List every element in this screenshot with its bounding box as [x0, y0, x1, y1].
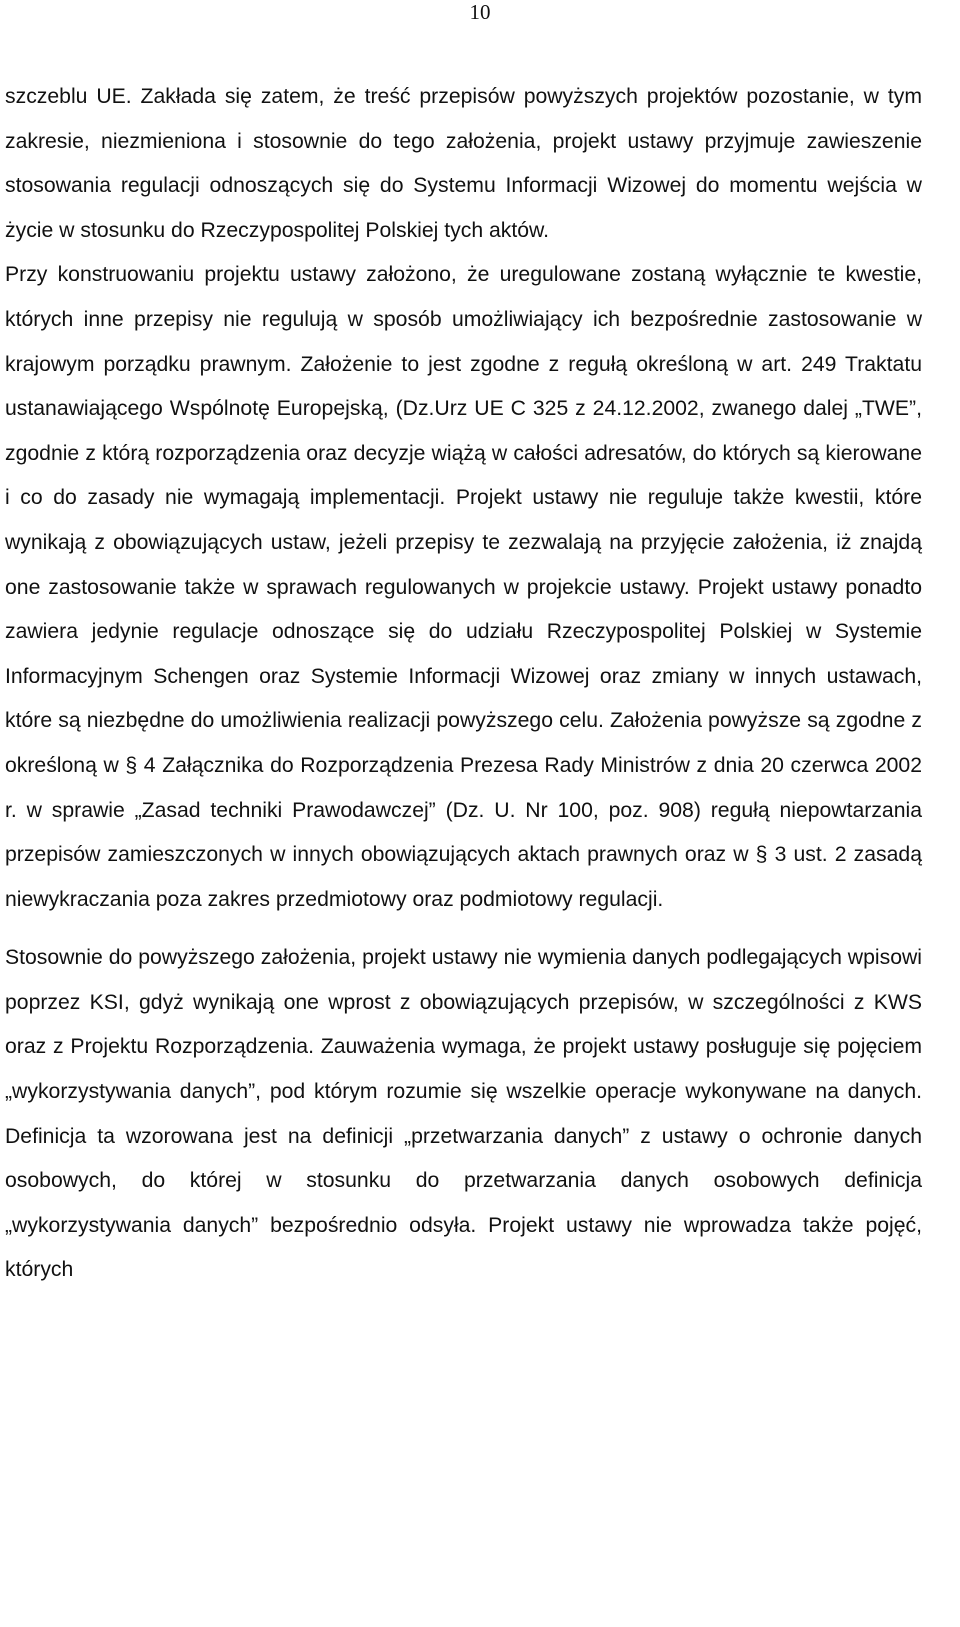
paragraph-2: Przy konstruowaniu projektu ustawy założono, że uregulowane zostaną wyłącznie te kwestie, których inne przepisy nie regulują w sposób umożliwiający ich bezpośrednie zastosowanie w krajowym porządku prawnym. Założenie to jest zgodne z regułą określoną w art. 249 Traktatu ustanawiającego Wspólnotę Europejską, (Dz.Urz UE C 325 z 24.12.2002, zwanego dalej „TWE”, zgodnie z którą rozporządzenia oraz decyzje wiążą w całości adresatów, do których są kierowane i co do zasady nie wymagają implementacji. Projekt ustawy nie reguluje także kwestii, które wynikają z obowiązujących ustaw, jeżeli przepisy te zezwalają na przyjęcie założenia, iż znajdą one zastosowanie także w sprawach regulowanych w projekcie ustawy. Projekt ustawy ponadto zawiera jedynie regulacje odnoszące się do udziału Rzeczypospolitej Polskiej w Systemie Informacyjnym Schengen oraz Systemie Informacji Wizowej oraz zmiany w innych ustawach, które są niezbędne do umożliwienia realizacji powyższego celu. Założenia powyższe są zgodne z określoną w § 4 Załącznika do Rozporządzenia Prezesa Rady Ministrów z dnia 20 czerwca 2002 r. w sprawie „Zasad techniki Prawodawczej” (Dz. U. Nr 100, poz. 908) regułą niepowtarzania przepisów zamieszczonych w innych obowiązujących aktach prawnych oraz w § 3 ust. 2 zasadą niewykraczania poza zakres przedmiotowy oraz podmiotowy regulacji. — [5, 263, 922, 911]
paragraph-3: Stosownie do powyższego założenia, projekt ustawy nie wymienia danych podlegających wpisowi poprzez KSI, gdyż wynikają one wprost z obowiązujących przepisów, w szczególności z KWS oraz z Projektu Rozporządzenia. Zauważenia wymaga, że projekt ustawy posługuje się pojęciem „wykorzystywania danych”, pod którym rozumie się wszelkie operacje wykonywane na danych. Definicja ta wzorowana jest na definicji „przetwarzania danych” z ustawy o ochronie danych osobowych, do której w stosunku do przetwarzania danych osobowych definicja „wykorzystywania danych” bezpośrednio odsyła. Projekt ustawy nie wprowadza także pojęć, których — [5, 946, 922, 1282]
document-body — [5, 75, 922, 1293]
page-number: 10 — [469, 0, 491, 24]
paragraph-1: szczeblu UE. Zakłada się zatem, że treść przepisów powyższych projektów pozostanie, w tym zakresie, niezmieniona i stosownie do tego założenia, projekt ustawy przyjmuje zawieszenie stosowania regulacji odnoszących się do Systemu Informacji Wizowej do momentu wejścia w życie w stosunku do Rzeczypospolitej Polskiej tych aktów. — [5, 85, 922, 242]
paragraph-spacer — [5, 922, 922, 936]
